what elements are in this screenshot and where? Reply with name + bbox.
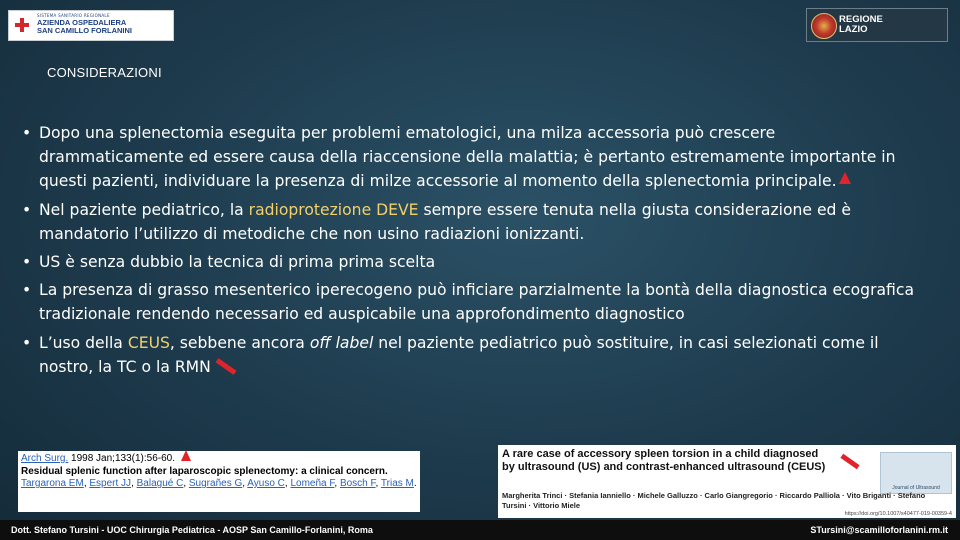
- red-arrow-up-icon: [181, 450, 191, 461]
- bullet-item: [22, 250, 922, 274]
- slide-title: CONSIDERAZIONI: [47, 65, 162, 80]
- citation-text: 1998 Jan;133(1):56-60.: [68, 453, 175, 465]
- bullet-text-pre: L’uso della: [39, 333, 128, 352]
- regione-lazio-text: [839, 15, 883, 35]
- bullet-list: [22, 121, 922, 383]
- hospital-logo: [8, 10, 174, 41]
- red-arrow-up-icon: [839, 172, 851, 184]
- footer-author: Dott. Stefano Tursini - UOC Chirurgia Pediatrica - AOSP San Camillo-Forlanini, Roma: [11, 525, 373, 535]
- hospital-logo-small-text: SISTEMA SANITARIO REGIONALE: [37, 13, 110, 18]
- bullet-text: La presenza di grasso mesenterico iperecogeno può inficiare parzialmente la bontà della diagnostica ecografica tradizionale rendendo necessario ed auspicabile una approfondimento diagnostico: [39, 281, 914, 324]
- reference-paper: [498, 445, 956, 518]
- bullet-dot: •: [22, 281, 32, 300]
- bullet-dot: •: [22, 124, 32, 142]
- reference-title: Residual splenic function after laparoscopic splenectomy: a clinical concern.: [21, 465, 388, 477]
- reference-citation-line: [21, 453, 417, 466]
- bullet-text-mid: , sebbene ancora: [169, 333, 310, 352]
- regional-emblem-icon: [811, 13, 837, 39]
- bullet-dot: •: [22, 333, 32, 352]
- red-cross-icon: [15, 18, 29, 32]
- footer-email[interactable]: STursini@scamilloforlanini.rm.it: [810, 525, 948, 535]
- bullet-text-post: nel paziente pediatrico può sostituire, in casi selezionati come il nostro, la TC o la RMN: [39, 333, 879, 376]
- regione-lazio-logo: [806, 8, 948, 42]
- paper-title: A rare case of accessory spleen torsion in a child diagnosed by ultrasound (US) and contrast-enhanced ultrasound (CEUS): [502, 448, 826, 473]
- reference-pubmed: [18, 451, 420, 512]
- journal-cover-image: [880, 452, 952, 494]
- regione-line1: REGIONE: [839, 14, 883, 25]
- author-link[interactable]: Balagué C: [136, 478, 184, 490]
- italic-off-label: off label: [309, 333, 374, 352]
- bullet-text-pre: Nel paziente pediatrico, la: [39, 200, 249, 219]
- red-pointer-arrow-icon: [840, 454, 859, 470]
- author-link[interactable]: Bosch F: [339, 478, 376, 490]
- journal-name: Journal of Ultrasound: [892, 485, 940, 491]
- author-link[interactable]: Trias M: [380, 478, 414, 490]
- reference-authors: Targarona EM, Espert JJ, Balagué C, Sugrañes G, Ayuso C, Lomeña F, Bosch F, Trias M.: [21, 478, 417, 490]
- hospital-logo-name: [37, 19, 132, 35]
- paper-doi: https://doi.org/10.1007/s40477-019-00359-4: [844, 511, 952, 517]
- bullet-item: [22, 278, 922, 326]
- author-link[interactable]: Lomeña F: [290, 478, 335, 490]
- paper-authors: Margherita Trinci · Stefania Ianniello · Michele Galluzzo · Carlo Giangregorio · Riccardo Palliola · Vito Briganti · Stefano Tursini · Vittorio Miele: [502, 491, 926, 510]
- highlight-radioprotezione: radioprotezione DEVE: [248, 200, 419, 219]
- journal-link[interactable]: Arch Surg.: [21, 453, 69, 465]
- bullet-text: Dopo una splenectomia eseguita per problemi ematologici, una milza accessoria può crescere drammaticamente ed essere causa della riaccensione della malattia; è pertanto estremamente importante in questi pazienti, individuare la presenza di milze accessorie al momento della splenectomia principale.: [39, 124, 896, 191]
- author-link[interactable]: Targarona EM: [21, 478, 84, 490]
- bullet-item: [22, 331, 922, 379]
- bullet-text: US è senza dubbio la tecnica di prima prima scelta: [39, 253, 436, 272]
- author-link[interactable]: Espert JJ: [89, 478, 132, 490]
- regione-line2: LAZIO: [839, 24, 868, 35]
- author-link[interactable]: Ayuso C: [247, 478, 285, 490]
- footer-bar: [0, 520, 960, 540]
- bullet-item: [22, 198, 922, 246]
- bullet-text-post: sempre essere tenuta nella giusta considerazione ed è mandatorio l’utilizzo di metodiche che non usino radiazioni ionizzanti.: [39, 200, 852, 243]
- bullet-dot: •: [22, 200, 32, 219]
- bullet-item: [22, 121, 922, 194]
- highlight-ceus: CEUS: [127, 333, 170, 352]
- red-pointer-arrow-icon: [215, 358, 236, 375]
- hospital-logo-line2: SAN CAMILLO FORLANINI: [37, 26, 132, 35]
- bullet-dot: •: [22, 253, 32, 272]
- author-link[interactable]: Sugrañes G: [188, 478, 243, 490]
- hospital-logo-line1: AZIENDA OSPEDALIERA: [37, 18, 127, 27]
